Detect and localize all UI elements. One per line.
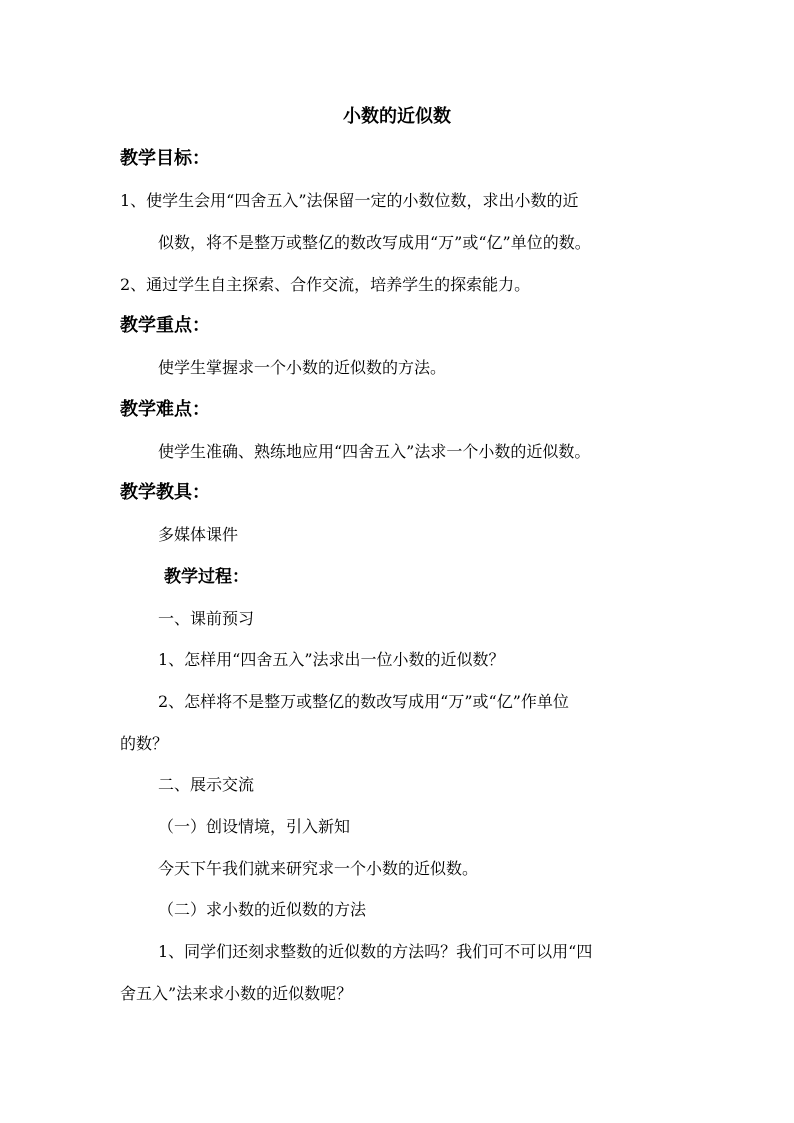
key-points-heading: 教学重点： [120, 315, 210, 336]
objective-1-line-1: 1、使学生会用“四舍五入”法保留一定的小数位数，求出小数的近 [120, 191, 579, 210]
difficulties-text: 使学生准确、熟练地应用“四舍五入”法求一个小数的近似数。 [158, 442, 591, 461]
key-points-text: 使学生掌握求一个小数的近似数的方法。 [158, 358, 447, 377]
page-title: 小数的近似数 [343, 106, 451, 127]
tools-text: 多媒体课件 [158, 525, 239, 544]
sub-section-2-question-line-1: 1、同学们还刻求整数的近似数的方法吗？我们可不可以用“四 [158, 942, 593, 961]
show-title: 二、展示交流 [158, 775, 255, 794]
tools-heading: 教学教具： [120, 482, 210, 503]
preview-question-2-line-2: 的数？ [120, 734, 169, 753]
difficulties-heading: 教学难点： [120, 399, 210, 420]
objectives-heading: 教学目标： [120, 148, 210, 169]
process-heading: 教学过程： [164, 567, 249, 587]
preview-question-2-line-1: 2、怎样将不是整万或整亿的数改写成用“万”或“亿”作单位 [158, 692, 569, 711]
sub-section-2-title: （二）求小数的近似数的方法 [158, 900, 367, 919]
sub-section-1-title: （一）创设情境，引入新知 [158, 817, 351, 836]
preview-title: 一、课前预习 [158, 609, 255, 628]
preview-question-1: 1、怎样用“四舍五入”法求出一位小数的近似数？ [158, 650, 505, 669]
objective-1-line-2: 似数，将不是整万或整亿的数改写成用“万”或“亿”单位的数。 [158, 233, 591, 252]
objective-2: 2、通过学生自主探索、合作交流，培养学生的探索能力。 [120, 275, 531, 294]
sub-section-1-text: 今天下午我们就来研究求一个小数的近似数。 [158, 859, 479, 878]
sub-section-2-question-line-2: 舍五入”法来求小数的近似数呢？ [120, 984, 353, 1003]
